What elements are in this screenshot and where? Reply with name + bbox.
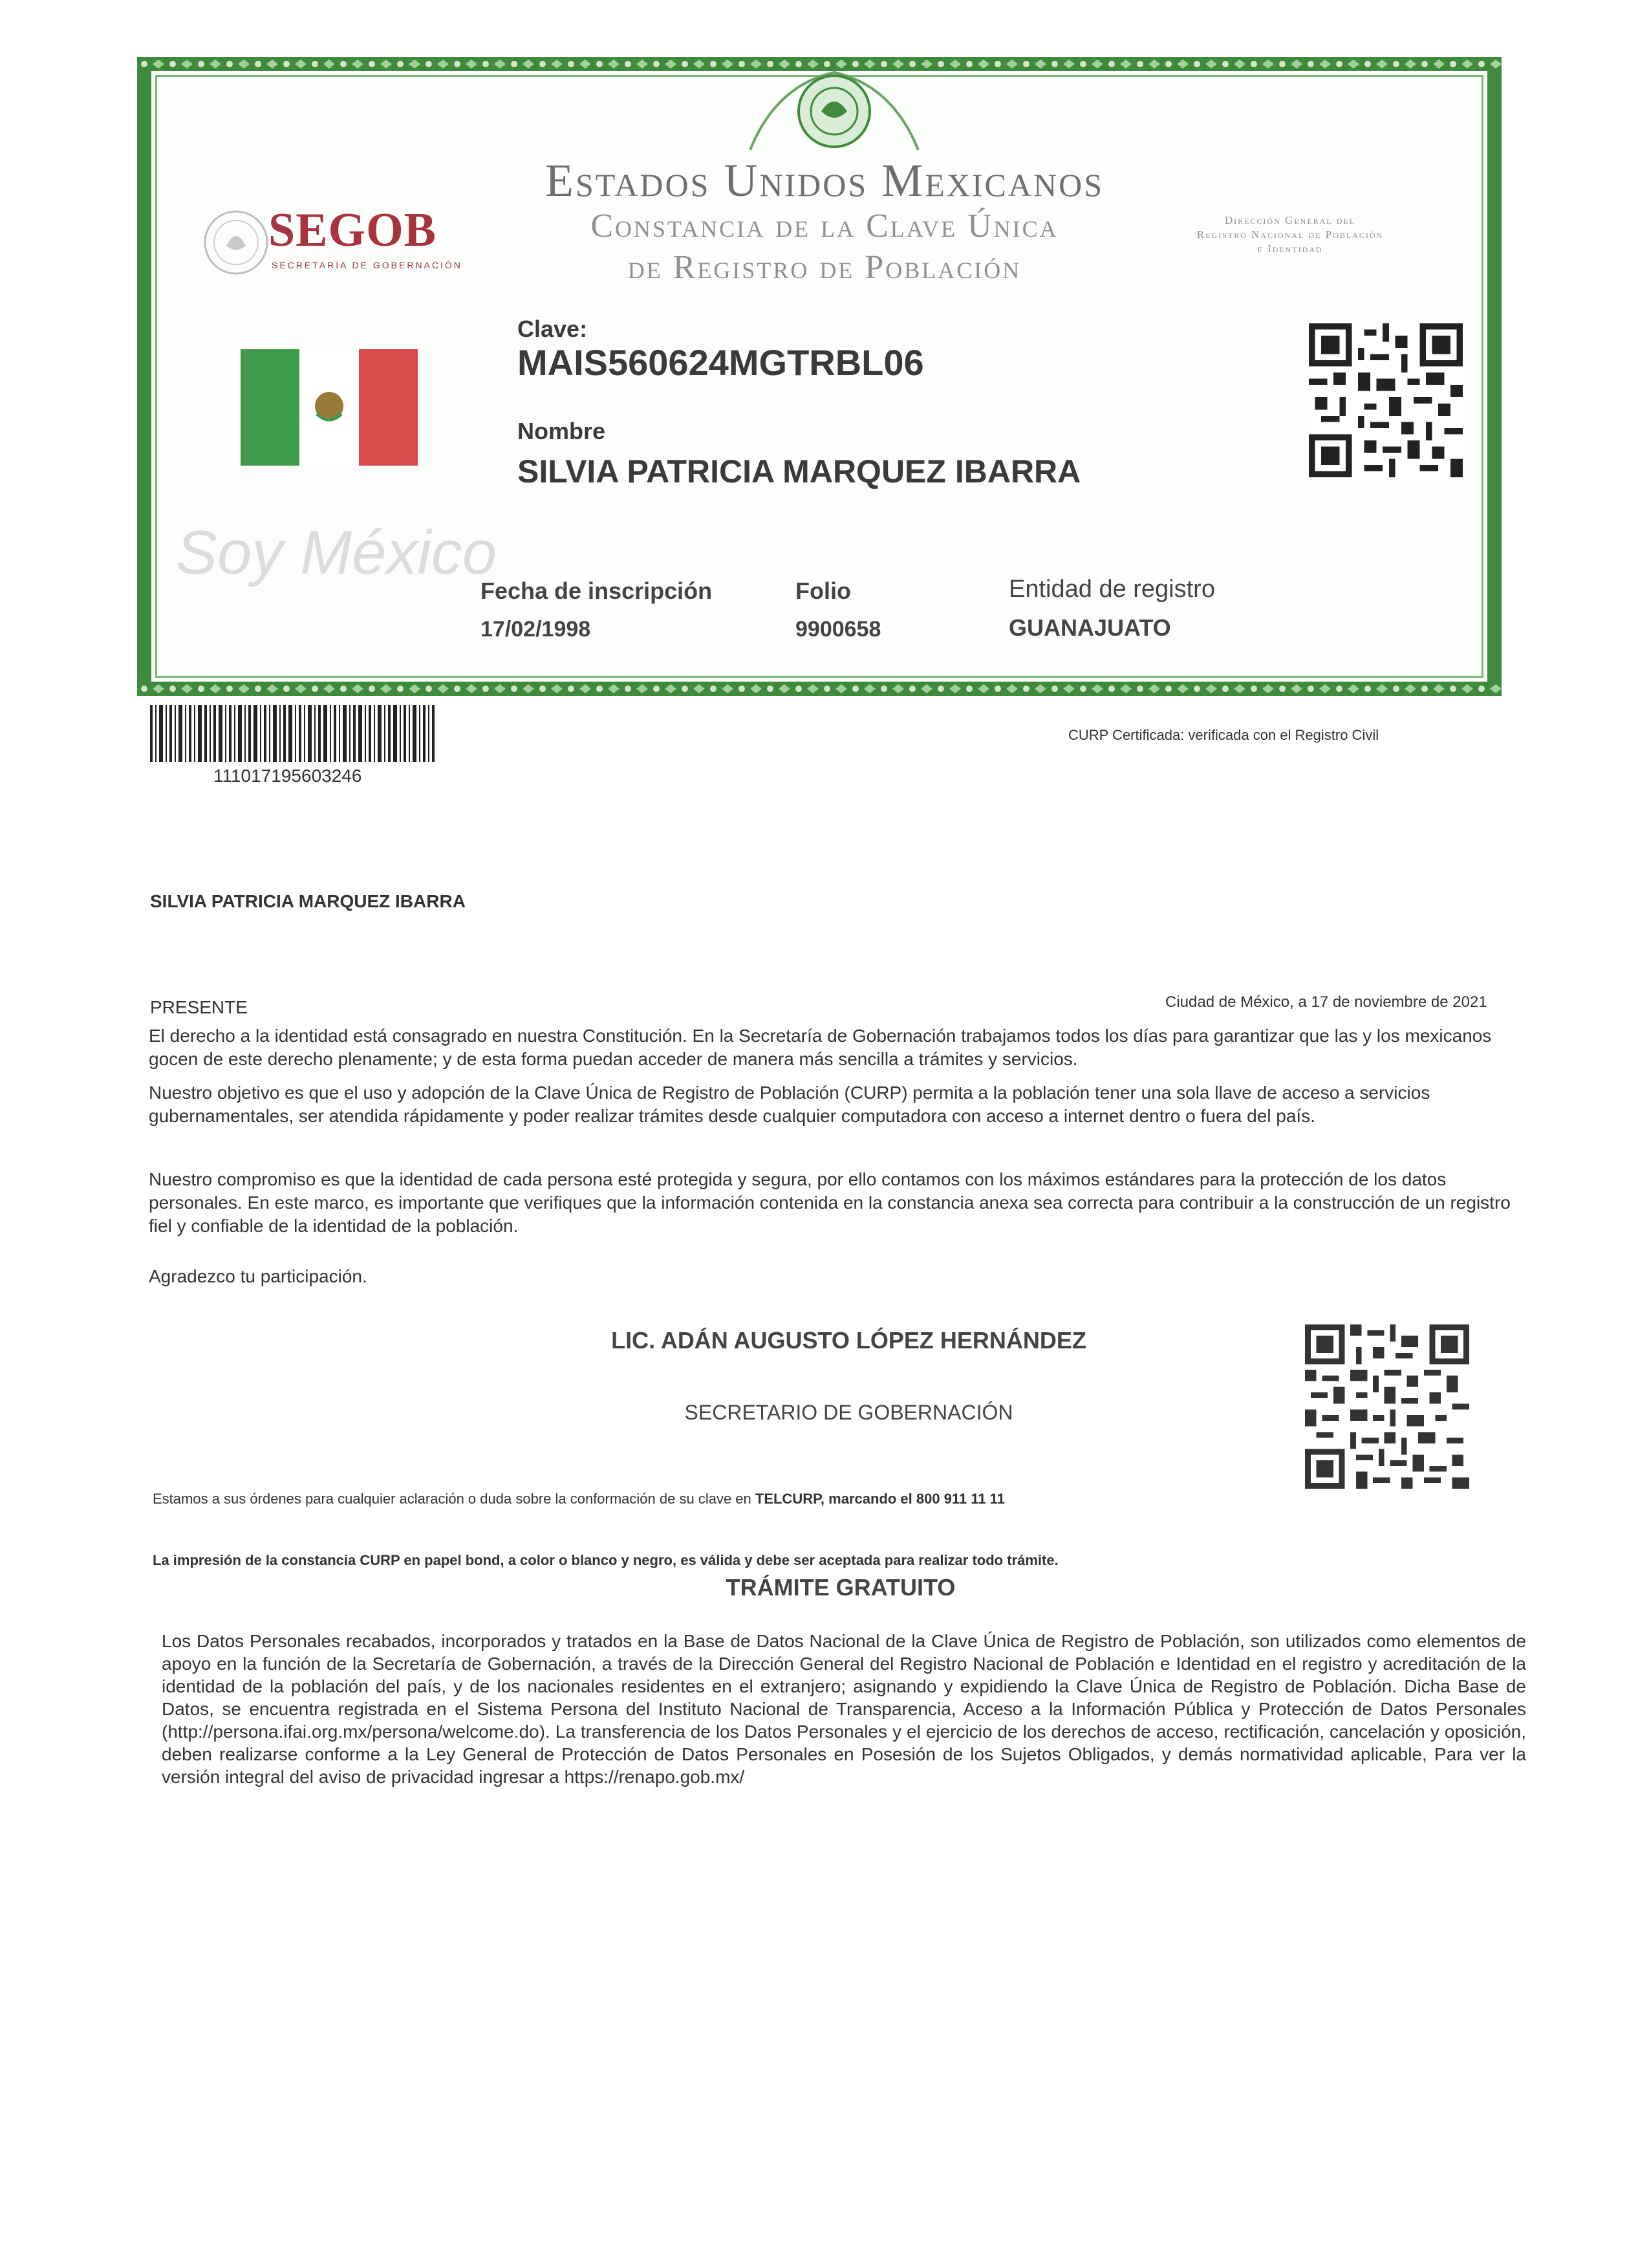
tramite-gratuito-heading: TRÁMITE GRATUITO (726, 1574, 956, 1601)
signer-title: SECRETARIO DE GOBERNACIÓN (684, 1401, 1013, 1424)
letter-thanks: Agradezco tu participación. (149, 1266, 367, 1286)
curp-value: MAIS560624MGTRBL06 (517, 342, 924, 383)
letter-paragraph: Nuestro compromiso es que la identidad de cada persona esté protegida y segura, por ello contamos con los máximos estándares para la protección de los datos personales. En este marco, es importante que verifiques que la información contenida en la constancia anexa sea correcta para contribuir a la construcción de un registro fiel y confiable de la identidad de la población. (149, 1169, 1511, 1236)
clave-label: Clave: (517, 316, 588, 342)
letter-paragraph: Nuestro objetivo es que el uso y adopción de la Clave Única de Registro de Población (CURP) permita a la población tener una sola llave de acceso a servicios gubernamentales, ser atendida rápidamente y poder realizar trámites desde cualquier computadora con acceso a internet dentro o fuera del país. (149, 1083, 1430, 1126)
agency-line: Dirección General del (1224, 214, 1356, 226)
folio-label: Folio (795, 578, 851, 604)
telcurp-text: Estamos a sus órdenes para cualquier aclaración o duda sobre la conformación de su clave en (153, 1491, 755, 1507)
qr-code-icon (1305, 1324, 1469, 1489)
mexican-flag-icon (241, 349, 418, 466)
folio-value: 9900658 (795, 617, 881, 642)
document-title-line2: de Registro de Población (627, 249, 1022, 286)
entidad-registro-label: Entidad de registro (1009, 576, 1215, 603)
telcurp-phone: TELCURP, marcando el 800 911 11 11 (755, 1491, 1005, 1507)
signer-name: LIC. ADÁN AUGUSTO LÓPEZ HERNÁNDEZ (611, 1327, 1086, 1354)
fecha-inscripcion-value: 17/02/1998 (480, 617, 591, 642)
qr-code-icon (1309, 323, 1463, 477)
curp-certificada-note: CURP Certificada: verificada con el Registro Civil (1068, 727, 1379, 743)
eagle-seal-icon (200, 207, 272, 278)
letter-place-date: Ciudad de México, a 17 de noviembre de 2021 (1165, 993, 1487, 1011)
renapo-agency-name (1145, 213, 1436, 256)
entidad-registro-value: GUANAJUATO (1009, 614, 1171, 641)
privacy-notice: Los Datos Personales recabados, incorporados y tratados en la Base de Datos Nacional de la Clave Única de Registro de Población, son utilizados como elementos de apoyo en la función de la Secretaría de Gobernación, a través de la Dirección General del Registro Nacional de Población e Identidad en el registro y acreditación de la identidad de la población del país, y de los nacionales residentes en el extranjero; asignando y expidiendo la Clave Única de Registro de Población. Dicha Base de Datos, se encuentra registrada en el Sistema Persona del Instituto Nacional de Transparencia, Acceso a la Información Pública y Protección de Datos Personales (http://persona.ifai.org.mx/persona/welcome.do). La transferencia de los Datos Personales y el ejercicio de los derechos de acceso, rectificación, cancelación y oposición, deben realizarse conforme a la Ley General de Protección de Datos Personales en Posesión de los Sujetos Obligados, y demás normatividad aplicable, Para ver la versión integral del aviso de privacidad ingresar a https://renapo.gob.mx/ (162, 1631, 1526, 1787)
letter-paragraph: El derecho a la identidad está consagrado en nuestra Constitución. En la Secretaría de Gobernación trabajamos todos los días para garantizar que las y los mexicanos gocen de este derecho plenamente; y de esta forma puedan acceder de manera más sencilla a trámites y servicios. (149, 1026, 1492, 1069)
country-title: Estados Unidos Mexicanos (544, 155, 1105, 206)
certificate-bottom-border-pattern (137, 682, 1502, 696)
agency-line: e Identidad (1257, 243, 1323, 255)
national-seal-emblem (737, 59, 931, 157)
full-name-value: SILVIA PATRICIA MARQUEZ IBARRA (517, 453, 1081, 490)
fecha-inscripcion-label: Fecha de inscripción (480, 578, 713, 604)
barcode-icon (150, 705, 435, 762)
nombre-label: Nombre (517, 418, 606, 444)
letter-addressee: SILVIA PATRICIA MARQUEZ IBARRA (150, 891, 466, 911)
barcode-number: 111017195603246 (213, 766, 362, 786)
document-title-line1: Constancia de la Clave Única (590, 208, 1059, 244)
telcurp-contact-note (153, 1491, 1005, 1507)
impresion-validity-note: La impresión de la constancia CURP en papel bond, a color o blanco y negro, es válida y debe ser aceptada para realizar todo trámite. (153, 1552, 1059, 1568)
agency-line: Registro Nacional de Población (1196, 228, 1384, 241)
presente-label: PRESENTE (150, 997, 248, 1017)
segob-logo: SEGOB (268, 204, 436, 257)
segob-subtitle: SECRETARÍA DE GOBERNACIÓN (272, 260, 462, 270)
soy-mexico-watermark: Soy México (176, 518, 497, 587)
